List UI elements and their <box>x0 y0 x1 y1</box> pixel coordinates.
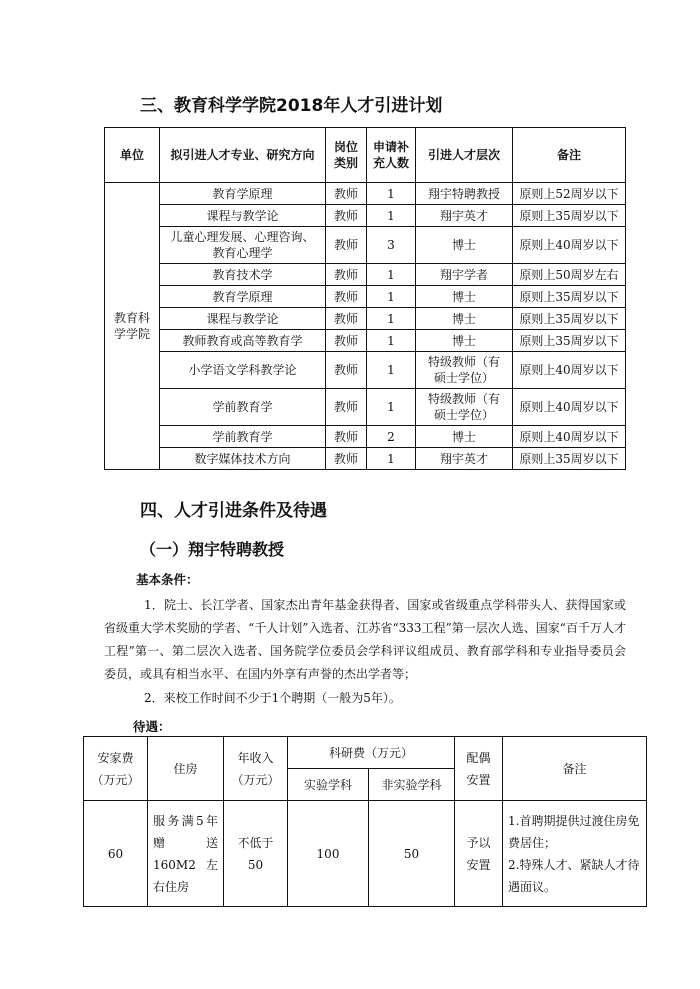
benefits-data-row <box>84 801 647 907</box>
table-row <box>105 426 626 448</box>
remarks-value <box>503 801 647 907</box>
note-cell <box>513 330 626 352</box>
note-cell-text: 原则上35周岁以下 <box>519 333 619 348</box>
benefits-label: 待遇： <box>133 719 171 734</box>
major-cell-text: 儿童心理发展、心理咨询、教育心理学 <box>170 230 315 260</box>
header-spouse-text: 配偶安置 <box>466 750 491 787</box>
count-cell-text: 2 <box>387 429 395 444</box>
section3-title: 三、教育科学学院2018年人才引进计划 <box>140 96 443 116</box>
level-cell <box>416 286 513 308</box>
type-cell <box>326 352 367 389</box>
level-cell <box>416 448 513 470</box>
major-cell-text: 课程与教学论 <box>206 208 279 223</box>
major-cell <box>160 426 326 448</box>
header-major: 拟引进人才专业、研究方向 <box>160 128 326 183</box>
count-cell <box>367 352 416 389</box>
header-research: 科研费（万元） <box>288 737 455 769</box>
type-cell-text: 教师 <box>333 451 358 466</box>
header-income <box>224 737 288 801</box>
level-cell <box>416 264 513 286</box>
note-cell-text: 原则上50周岁左右 <box>519 267 619 282</box>
housing-text: 服务满5年赠送160M2左右住房 <box>153 813 218 894</box>
type-cell-text: 教师 <box>333 311 358 326</box>
benefits-header-row-1 <box>84 737 647 769</box>
note-cell-text: 原则上40周岁以下 <box>519 238 619 252</box>
major-cell-text: 数字媒体技术方向 <box>194 451 291 466</box>
major-cell <box>160 448 326 470</box>
type-cell <box>326 389 367 426</box>
note-cell-text: 原则上40周岁以下 <box>519 400 619 414</box>
major-cell <box>160 308 326 330</box>
unit-cell <box>105 183 160 470</box>
table-row <box>105 308 626 330</box>
benefits-table <box>83 736 647 907</box>
level-cell-text: 翔宇学者 <box>439 267 488 282</box>
type-cell-text: 教师 <box>333 208 358 223</box>
type-cell <box>326 205 367 227</box>
count-cell-text: 1 <box>387 289 395 304</box>
major-cell <box>160 264 326 286</box>
note-cell <box>513 389 626 426</box>
type-cell-text: 教师 <box>333 363 358 377</box>
major-cell <box>160 389 326 426</box>
major-cell-text: 教育学原理 <box>212 186 273 201</box>
count-cell <box>367 308 416 330</box>
header-spouse <box>455 737 503 801</box>
note-cell-text: 原则上35周岁以下 <box>519 451 619 466</box>
count-cell <box>367 183 416 205</box>
recruitment-plan-table <box>104 127 626 470</box>
table-row <box>105 389 626 426</box>
count-cell-text: 1 <box>387 400 395 414</box>
major-cell <box>160 286 326 308</box>
count-cell-text: 1 <box>387 186 395 201</box>
note-cell <box>513 448 626 470</box>
header-nonexperimental: 非实验学科 <box>369 769 455 801</box>
experimental-value: 100 <box>288 801 369 907</box>
count-cell-text: 3 <box>387 238 395 252</box>
count-cell-text: 1 <box>387 311 395 326</box>
housing-value <box>148 801 224 907</box>
income-value <box>224 801 288 907</box>
count-cell <box>367 426 416 448</box>
basic-conditions-label: 基本条件： <box>136 572 199 587</box>
count-cell <box>367 330 416 352</box>
level-cell-text: 博士 <box>451 333 476 348</box>
type-cell <box>326 183 367 205</box>
major-cell-text: 教育学原理 <box>212 289 273 304</box>
type-cell <box>326 227 367 264</box>
table-row <box>105 448 626 470</box>
type-cell-text: 教师 <box>333 289 358 304</box>
header-type-text: 岗位类别 <box>333 140 358 170</box>
note-cell-text: 原则上52周岁以下 <box>519 186 619 201</box>
level-cell <box>416 330 513 352</box>
type-cell <box>326 448 367 470</box>
note-cell-text: 原则上40周岁以下 <box>519 429 619 444</box>
count-cell <box>367 389 416 426</box>
count-cell-text: 1 <box>387 208 395 223</box>
level-cell <box>416 389 513 426</box>
table-row <box>105 286 626 308</box>
note-cell <box>513 426 626 448</box>
count-cell <box>367 205 416 227</box>
header-count <box>367 128 416 183</box>
nonexperimental-value: 50 <box>369 801 455 907</box>
header-settle <box>84 737 148 801</box>
header-unit: 单位 <box>105 128 160 183</box>
settle-value: 60 <box>84 801 148 907</box>
table-row <box>105 330 626 352</box>
note-cell <box>513 227 626 264</box>
level-cell <box>416 426 513 448</box>
header-level: 引进人才层次 <box>416 128 513 183</box>
level-cell-text: 特级教师（有硕士学位） <box>427 355 500 385</box>
note-cell <box>513 205 626 227</box>
level-cell-text: 博士 <box>451 289 476 304</box>
major-cell-text: 课程与教学论 <box>206 311 279 326</box>
header-remarks: 备注 <box>503 737 647 801</box>
type-cell-text: 教师 <box>333 267 358 282</box>
type-cell-text: 教师 <box>333 186 358 201</box>
count-cell <box>367 264 416 286</box>
header-housing: 住房 <box>148 737 224 801</box>
count-cell-text: 1 <box>387 267 395 282</box>
remark-1: 1.首聘期提供过渡住房免费居住； <box>508 813 640 850</box>
remark-2: 2.特殊人才、紧缺人才待遇面议。 <box>508 857 640 894</box>
count-cell-text: 1 <box>387 333 395 348</box>
note-cell <box>513 183 626 205</box>
major-cell-text: 教师教育或高等教育学 <box>182 333 303 348</box>
level-cell-text: 翔宇英才 <box>439 451 488 466</box>
header-income-text: 年收入（万元） <box>231 750 280 787</box>
type-cell <box>326 308 367 330</box>
table-row <box>105 183 626 205</box>
type-cell-text: 教师 <box>333 429 358 444</box>
subsection-title: （一）翔宇特聘教授 <box>140 540 285 559</box>
note-cell-text: 原则上40周岁以下 <box>519 363 619 377</box>
type-cell <box>326 426 367 448</box>
header-settle-text: 安家费（万元） <box>91 750 140 787</box>
level-cell-text: 特级教师（有硕士学位） <box>427 392 500 422</box>
level-cell-text: 博士 <box>451 238 476 252</box>
major-cell-text: 学前教育学 <box>212 429 273 444</box>
type-cell <box>326 286 367 308</box>
major-cell <box>160 352 326 389</box>
level-cell <box>416 352 513 389</box>
income-text: 不低于50 <box>237 835 274 872</box>
header-experimental: 实验学科 <box>288 769 369 801</box>
note-cell <box>513 286 626 308</box>
type-cell <box>326 330 367 352</box>
type-cell-text: 教师 <box>333 238 358 252</box>
major-cell-text: 教育技术学 <box>212 267 273 282</box>
count-cell <box>367 227 416 264</box>
level-cell <box>416 183 513 205</box>
major-cell <box>160 205 326 227</box>
condition-2: 2．来校工作时间不少于1个聘期（一般为5年）。 <box>144 691 401 705</box>
major-cell <box>160 183 326 205</box>
note-cell-text: 原则上35周岁以下 <box>519 289 619 304</box>
level-cell <box>416 227 513 264</box>
note-cell <box>513 352 626 389</box>
type-cell <box>326 264 367 286</box>
table-row <box>105 227 626 264</box>
count-cell <box>367 448 416 470</box>
count-cell-text: 1 <box>387 451 395 466</box>
major-cell <box>160 330 326 352</box>
table-header-row <box>105 128 626 183</box>
spouse-value <box>455 801 503 907</box>
header-note: 备注 <box>513 128 626 183</box>
unit-name: 教育科学学院 <box>113 311 150 341</box>
note-cell-text: 原则上35周岁以下 <box>519 208 619 223</box>
table-row <box>105 352 626 389</box>
level-cell-text: 博士 <box>451 311 476 326</box>
note-cell <box>513 264 626 286</box>
major-cell <box>160 227 326 264</box>
level-cell-text: 翔宇特聘教授 <box>427 186 500 201</box>
level-cell <box>416 308 513 330</box>
header-type <box>326 128 367 183</box>
header-count-text: 申请补充人数 <box>372 140 409 170</box>
level-cell <box>416 205 513 227</box>
condition-1: 1．院士、长江学者、国家杰出青年基金获得者、国家或省级重点学科带头人、获得国家或省级重大学术奖励的学者、“千人计划”入选者、江苏省“333工程”第一层次人选、国家“百千万人才工程”第一、第二层次入选者、国务院学位委员会学科评议组成员、教育部学科和专业指导委员会委员，或具有相当水平、在国内外享有声誉的杰出学者等； <box>104 598 626 681</box>
level-cell-text: 翔宇英才 <box>439 208 488 223</box>
note-cell-text: 原则上35周岁以下 <box>519 311 619 326</box>
count-cell <box>367 286 416 308</box>
level-cell-text: 博士 <box>451 429 476 444</box>
table-row <box>105 205 626 227</box>
table-row <box>105 264 626 286</box>
count-cell-text: 1 <box>387 363 395 377</box>
spouse-text: 予以安置 <box>466 835 491 872</box>
type-cell-text: 教师 <box>333 333 358 348</box>
type-cell-text: 教师 <box>333 400 358 414</box>
major-cell-text: 小学语文学科教学论 <box>188 363 297 377</box>
major-cell-text: 学前教育学 <box>212 400 273 414</box>
section4-title: 四、人才引进条件及待遇 <box>140 501 327 521</box>
note-cell <box>513 308 626 330</box>
